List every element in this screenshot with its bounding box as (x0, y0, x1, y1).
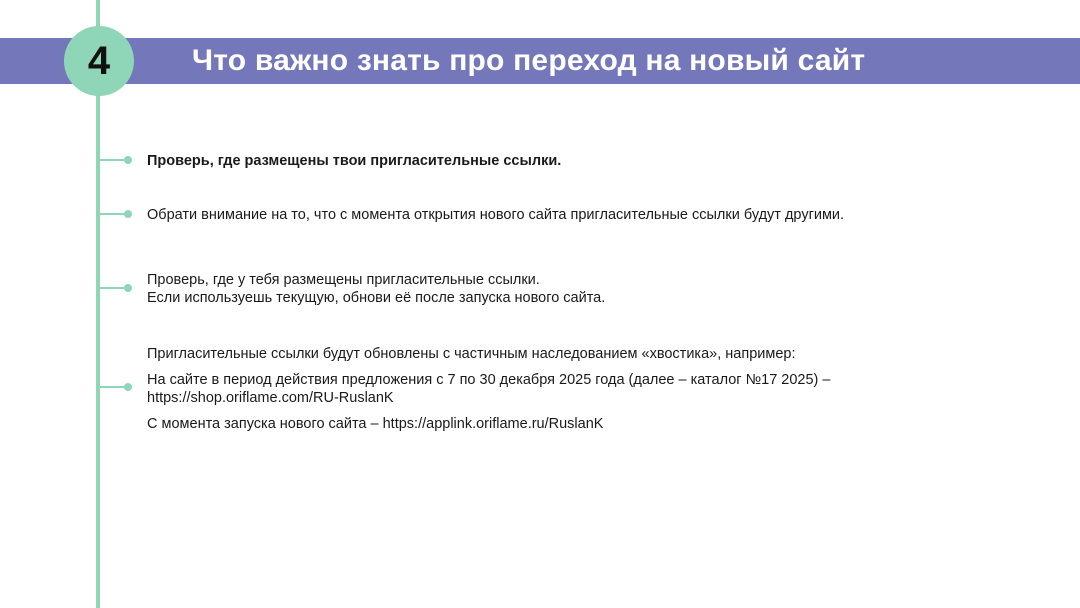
timeline-connector (98, 213, 126, 215)
item-example-link: https://shop.oriflame.com/RU-RuslanK (147, 390, 394, 406)
item-example-text: На сайте в период действия предложения с 7 по 30 декабря 2025 года (далее – каталог №17 2025) – (147, 372, 831, 388)
item-text: Обрати внимание на то, что с момента открытия нового сайта пригласительные ссылки будут другими. (147, 207, 845, 223)
list-item (147, 271, 605, 307)
item-text: Проверь, где размещены твои пригласительные ссылки. (147, 153, 562, 169)
item-example-text: С момента запуска нового сайта – https://applink.oriflame.ru/RuslanK (147, 416, 604, 432)
list-item (147, 345, 830, 433)
item-intro: Пригласительные ссылки будут обновлены с частичным наследованием «хвостика», например: (147, 346, 796, 362)
timeline-dot-icon (124, 156, 132, 164)
timeline-connector (98, 159, 126, 161)
list-item (147, 152, 561, 170)
timeline-dot-icon (124, 210, 132, 218)
item-text-line: Если используешь текущую, обнови её после запуска нового сайта. (147, 290, 606, 306)
page-title: Что важно знать про переход на новый сайт (192, 44, 866, 77)
list-item (147, 206, 844, 224)
timeline-dot-icon (124, 284, 132, 292)
item-text-line: Проверь, где у тебя размещены пригласительные ссылки. (147, 272, 540, 288)
timeline-connector (98, 386, 126, 388)
step-number-badge: 4 (64, 26, 134, 96)
timeline-connector (98, 287, 126, 289)
timeline-dot-icon (124, 383, 132, 391)
